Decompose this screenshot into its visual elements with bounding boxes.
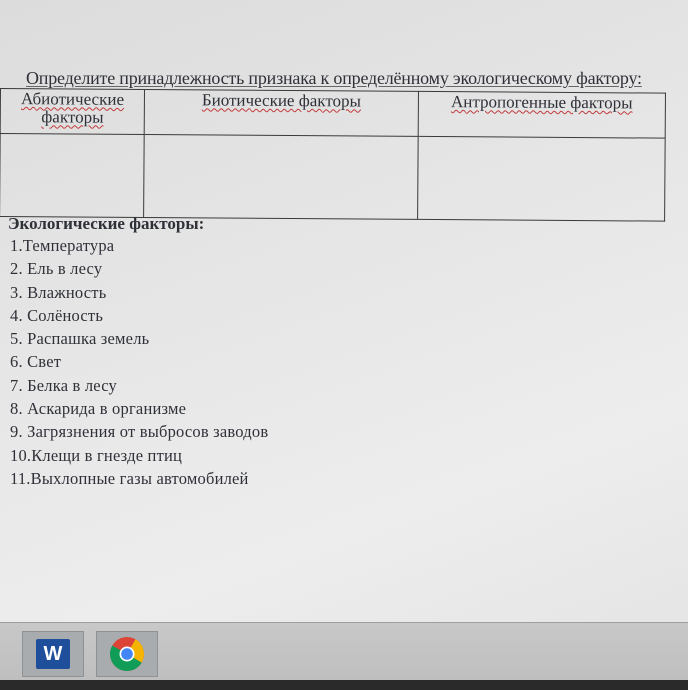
word-icon: W (36, 639, 70, 669)
list-item: 10.Клещи в гнезде птиц (10, 445, 183, 465)
cell-biotic[interactable] (144, 135, 418, 220)
taskbar-chrome-button[interactable] (96, 631, 158, 677)
list-item: 4. Солёность (10, 305, 104, 325)
chrome-icon (109, 636, 145, 672)
cell-abiotic[interactable] (0, 134, 144, 218)
list-item: 2. Ель в лесу (10, 259, 103, 279)
factors-table (0, 88, 666, 222)
header-anthropogenic: Антропогенные факторы (418, 91, 666, 138)
list-item: 6. Свет (10, 352, 62, 372)
list-item: 7. Белка в лесу (10, 375, 117, 395)
list-item: 5. Распашка земель (10, 329, 150, 349)
task-heading: Определите принадлежность признака к определённому экологическому фактору: (26, 68, 642, 88)
factors-list (10, 236, 268, 492)
header-biotic: Биотические факторы (144, 90, 418, 137)
cell-anthropogenic[interactable] (417, 136, 665, 221)
list-item: 8. Аскарида в организме (10, 399, 187, 419)
list-item: 1.Температура (10, 236, 115, 255)
header-abiotic: Абиотические факторы (0, 89, 145, 135)
table-header-row (0, 89, 665, 139)
taskbar (0, 622, 688, 690)
list-item: 9. Загрязнения от выбросов заводов (10, 422, 269, 442)
list-title: Экологические факторы: (8, 214, 205, 233)
list-item: 11.Выхлопные газы автомобилей (10, 468, 249, 488)
list-item: 3. Влажность (10, 282, 107, 302)
taskbar-word-button[interactable] (22, 631, 84, 677)
table-row (0, 134, 665, 222)
